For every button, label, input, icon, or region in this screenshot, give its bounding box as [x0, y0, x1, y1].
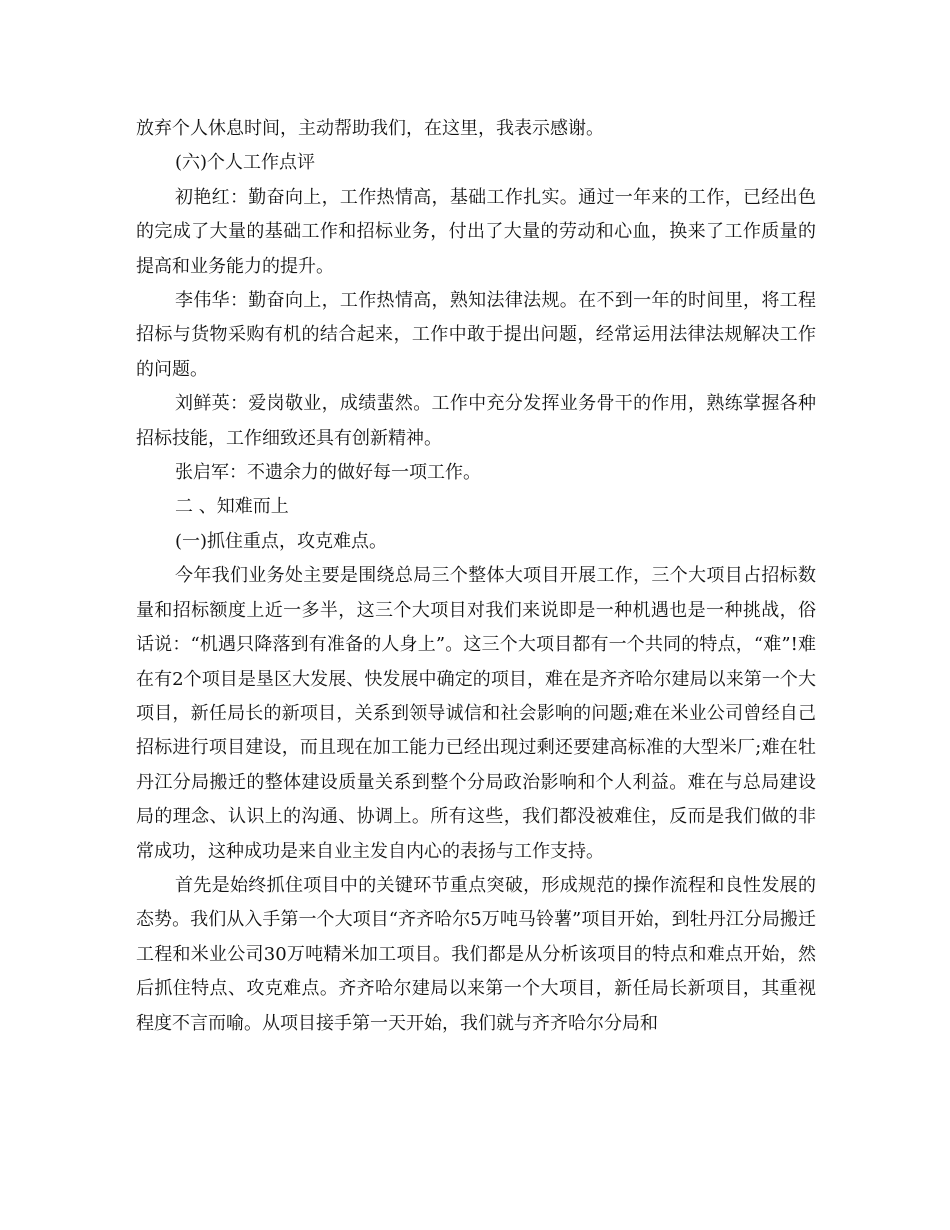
- paragraph-1: 放弃个人休息时间，主动帮助我们，在这里，我表示感谢。: [136, 118, 604, 139]
- section-heading-2: 二 、知难而上: [175, 496, 289, 518]
- paragraph-projects: 今年我们业务处主要是围绕总局三个整体大项目开展工作，三个大项目占招标数量和招标额度上近一多半，这三个大项目对我们来说即是一种机遇也是一种挑战，俗话说：“机遇只降落到有准备的人身上”。这三个大项目都有一个共同的特点，“难”!难在有2个项目是垦区大发展、快发展中确定的项目，难在是齐齐哈尔建局以来第一个大项目，新任局长的新项目，关系到领导诚信和社会影响的问题;难在米业公司曾经自己招标进行项目建设，而且现在加工能力已经出现过剩还要建高标准的大型米厂;难在牡丹江分局搬迁的整体建设质量关系到整个分局政治影响和个人利益。难在与总局建设局的理念、认识上的沟通、协调上。所有这些，我们都没被难住，反而是我们做的非常成功，这种成功是来自业主发自内心的表扬与工作支持。: [136, 565, 816, 862]
- paragraph-review-li: 李伟华：勤奋向上，工作热情高，熟知法律法规。在不到一年的时间里，将工程招标与货物采购有机的结合起来，工作中敢于提出问题，经常运用法律法规解决工作的问题。: [136, 290, 816, 380]
- paragraph-first: 首先是始终抓住项目中的关键环节重点突破，形成规范的操作流程和良性发展的态势。我们从入手第一个大项目“齐齐哈尔5万吨马铃薯”项目开始，到牡丹江分局搬迁工程和米业公司30万吨精米加工项目。我们都是从分析该项目的特点和难点开始，然后抓住特点、攻克难点。齐齐哈尔建局以来第一个大项目，新任局长新项目，其重视程度不言而喻。从项目接手第一天开始，我们就与齐齐哈尔分局和: [136, 874, 816, 1034]
- paragraph-review-zhang: 张启军：不遗余力的做好每一项工作。: [175, 462, 481, 484]
- paragraph-review-chu: 初艳红：勤奋向上，工作热情高，基础工作扎实。通过一年来的工作，已经出色的完成了大量的基础工作和招标业务，付出了大量的劳动和心血，换来了工作质量的提高和业务能力的提升。: [136, 186, 816, 277]
- subsection-heading-1: (一)抓住重点，攻克难点。: [175, 530, 388, 552]
- section-heading-personal-review: (六)个人工作点评: [175, 152, 316, 174]
- paragraph-review-liu: 刘鲜英：爱岗敬业，成绩蜚然。工作中充分发挥业务骨干的作用，熟练掌握各种招标技能，工作细致还具有创新精神。: [136, 393, 816, 449]
- document-page: [136, 112, 816, 1041]
